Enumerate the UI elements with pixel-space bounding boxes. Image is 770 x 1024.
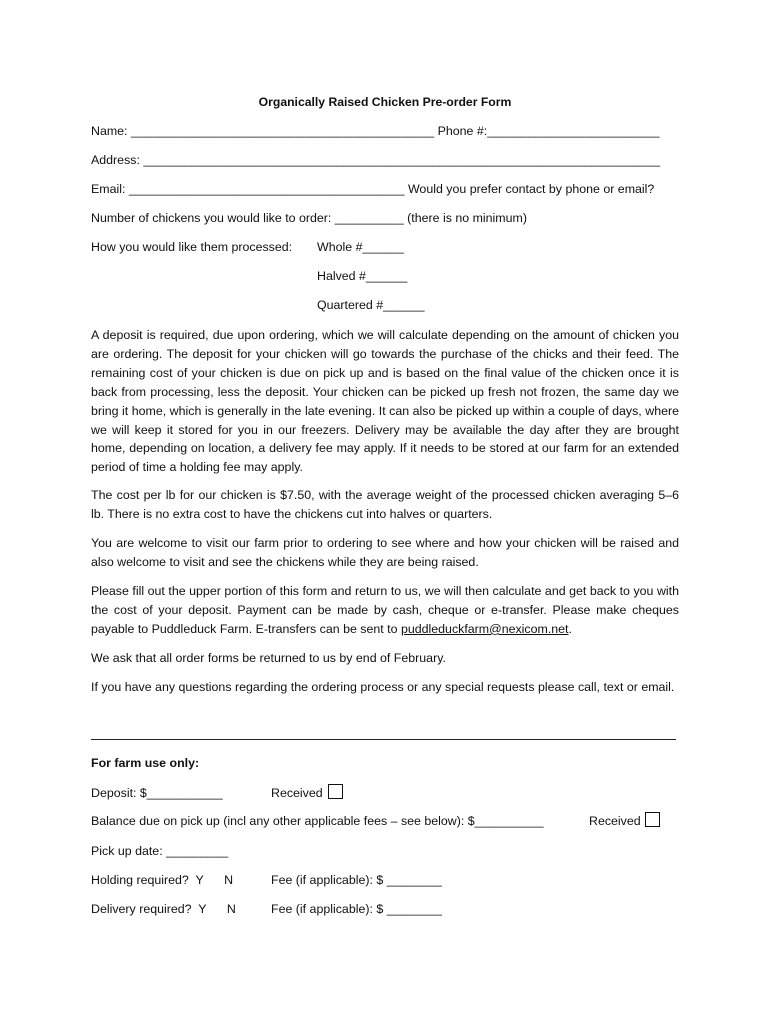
quartered-field[interactable]: Quartered #______ <box>317 298 425 312</box>
farm-use-heading: For farm use only: <box>91 756 200 770</box>
received-label-2: Received <box>589 814 641 828</box>
deposit-field[interactable]: Deposit: $___________ <box>91 786 223 800</box>
number-of-chickens-line[interactable]: Number of chickens you would like to order: __________ (there is no minimum) <box>91 211 527 225</box>
fill-out-end: . <box>568 621 572 636</box>
section-divider <box>91 739 676 740</box>
email-line[interactable]: Email: ________________________________________ Would you prefer contact by phone or email? <box>91 182 655 196</box>
questions-paragraph: If you have any questions regarding the ordering process or any special requests please call, text or email. <box>91 680 675 694</box>
form-title: Organically Raised Chicken Pre-order Form <box>258 95 512 109</box>
deposit-paragraph: A deposit is required, due upon ordering, which we will calculate depending on the amount of chicken you are ordering. The deposit for your chicken will go towards the purchase of the chicks and their feed. The remaining cost of your chicken is due on pick up and is based on the final value of the chicken once it is back from processing, less the deposit. Your chicken can be picked up fresh not frozen, the same day we bring it home, which is generally in the late evening. It can also be picked up within a couple of days, where we will keep it stored for you in our freezers. Delivery may be available the day after they are brought home, depending on location, a delivery fee may apply. If it needs to be stored at our farm for an extended period of time a holding fee may apply. <box>91 328 679 475</box>
whole-field[interactable]: Whole #______ <box>317 240 404 254</box>
visit-paragraph: You are welcome to visit our farm prior to ordering to see where and how your chicken will be raised and also welcome to visit and see the chickens while they are being raised. <box>91 536 679 569</box>
holding-required-field[interactable]: Holding required? Y N <box>91 873 234 887</box>
fill-out-paragraph <box>91 582 679 639</box>
halved-field[interactable]: Halved #______ <box>317 269 408 283</box>
balance-field[interactable]: Balance due on pick up (incl any other applicable fees – see below): $__________ <box>91 814 544 828</box>
email-link[interactable]: puddleduckfarm@nexicom.net <box>400 621 569 636</box>
delivery-fee-field[interactable]: Fee (if applicable): $ ________ <box>271 902 442 916</box>
received-label: Received <box>271 786 323 800</box>
balance-received-checkbox[interactable] <box>645 812 660 827</box>
deadline-paragraph: We ask that all order forms be returned to us by end of February. <box>91 651 446 665</box>
pickup-date-field[interactable]: Pick up date: _________ <box>91 844 229 858</box>
holding-fee-field[interactable]: Fee (if applicable): $ ________ <box>271 873 442 887</box>
delivery-required-field[interactable]: Delivery required? Y N <box>91 902 236 916</box>
deposit-received-checkbox[interactable] <box>328 784 343 799</box>
name-phone-line[interactable]: Name: ____________________________________________ Phone #:_________________________ <box>91 124 660 138</box>
address-line[interactable]: Address: ___________________________________________________________________________ <box>91 153 661 167</box>
fill-out-text: Please fill out the upper portion of this form and return to us, we will then calculate and get back to you with the cost of your deposit. Payment can be made by cash, cheque or e-transfer. Please make cheques payable to Puddleduck Farm. E-transfers can be sent to <box>91 584 679 636</box>
processed-label: How you would like them processed: <box>91 240 293 254</box>
cost-paragraph: The cost per lb for our chicken is $7.50, with the average weight of the processed chicken averaging 5–6 lb. There is no extra cost to have the chickens cut into halves or quarters. <box>91 488 679 521</box>
